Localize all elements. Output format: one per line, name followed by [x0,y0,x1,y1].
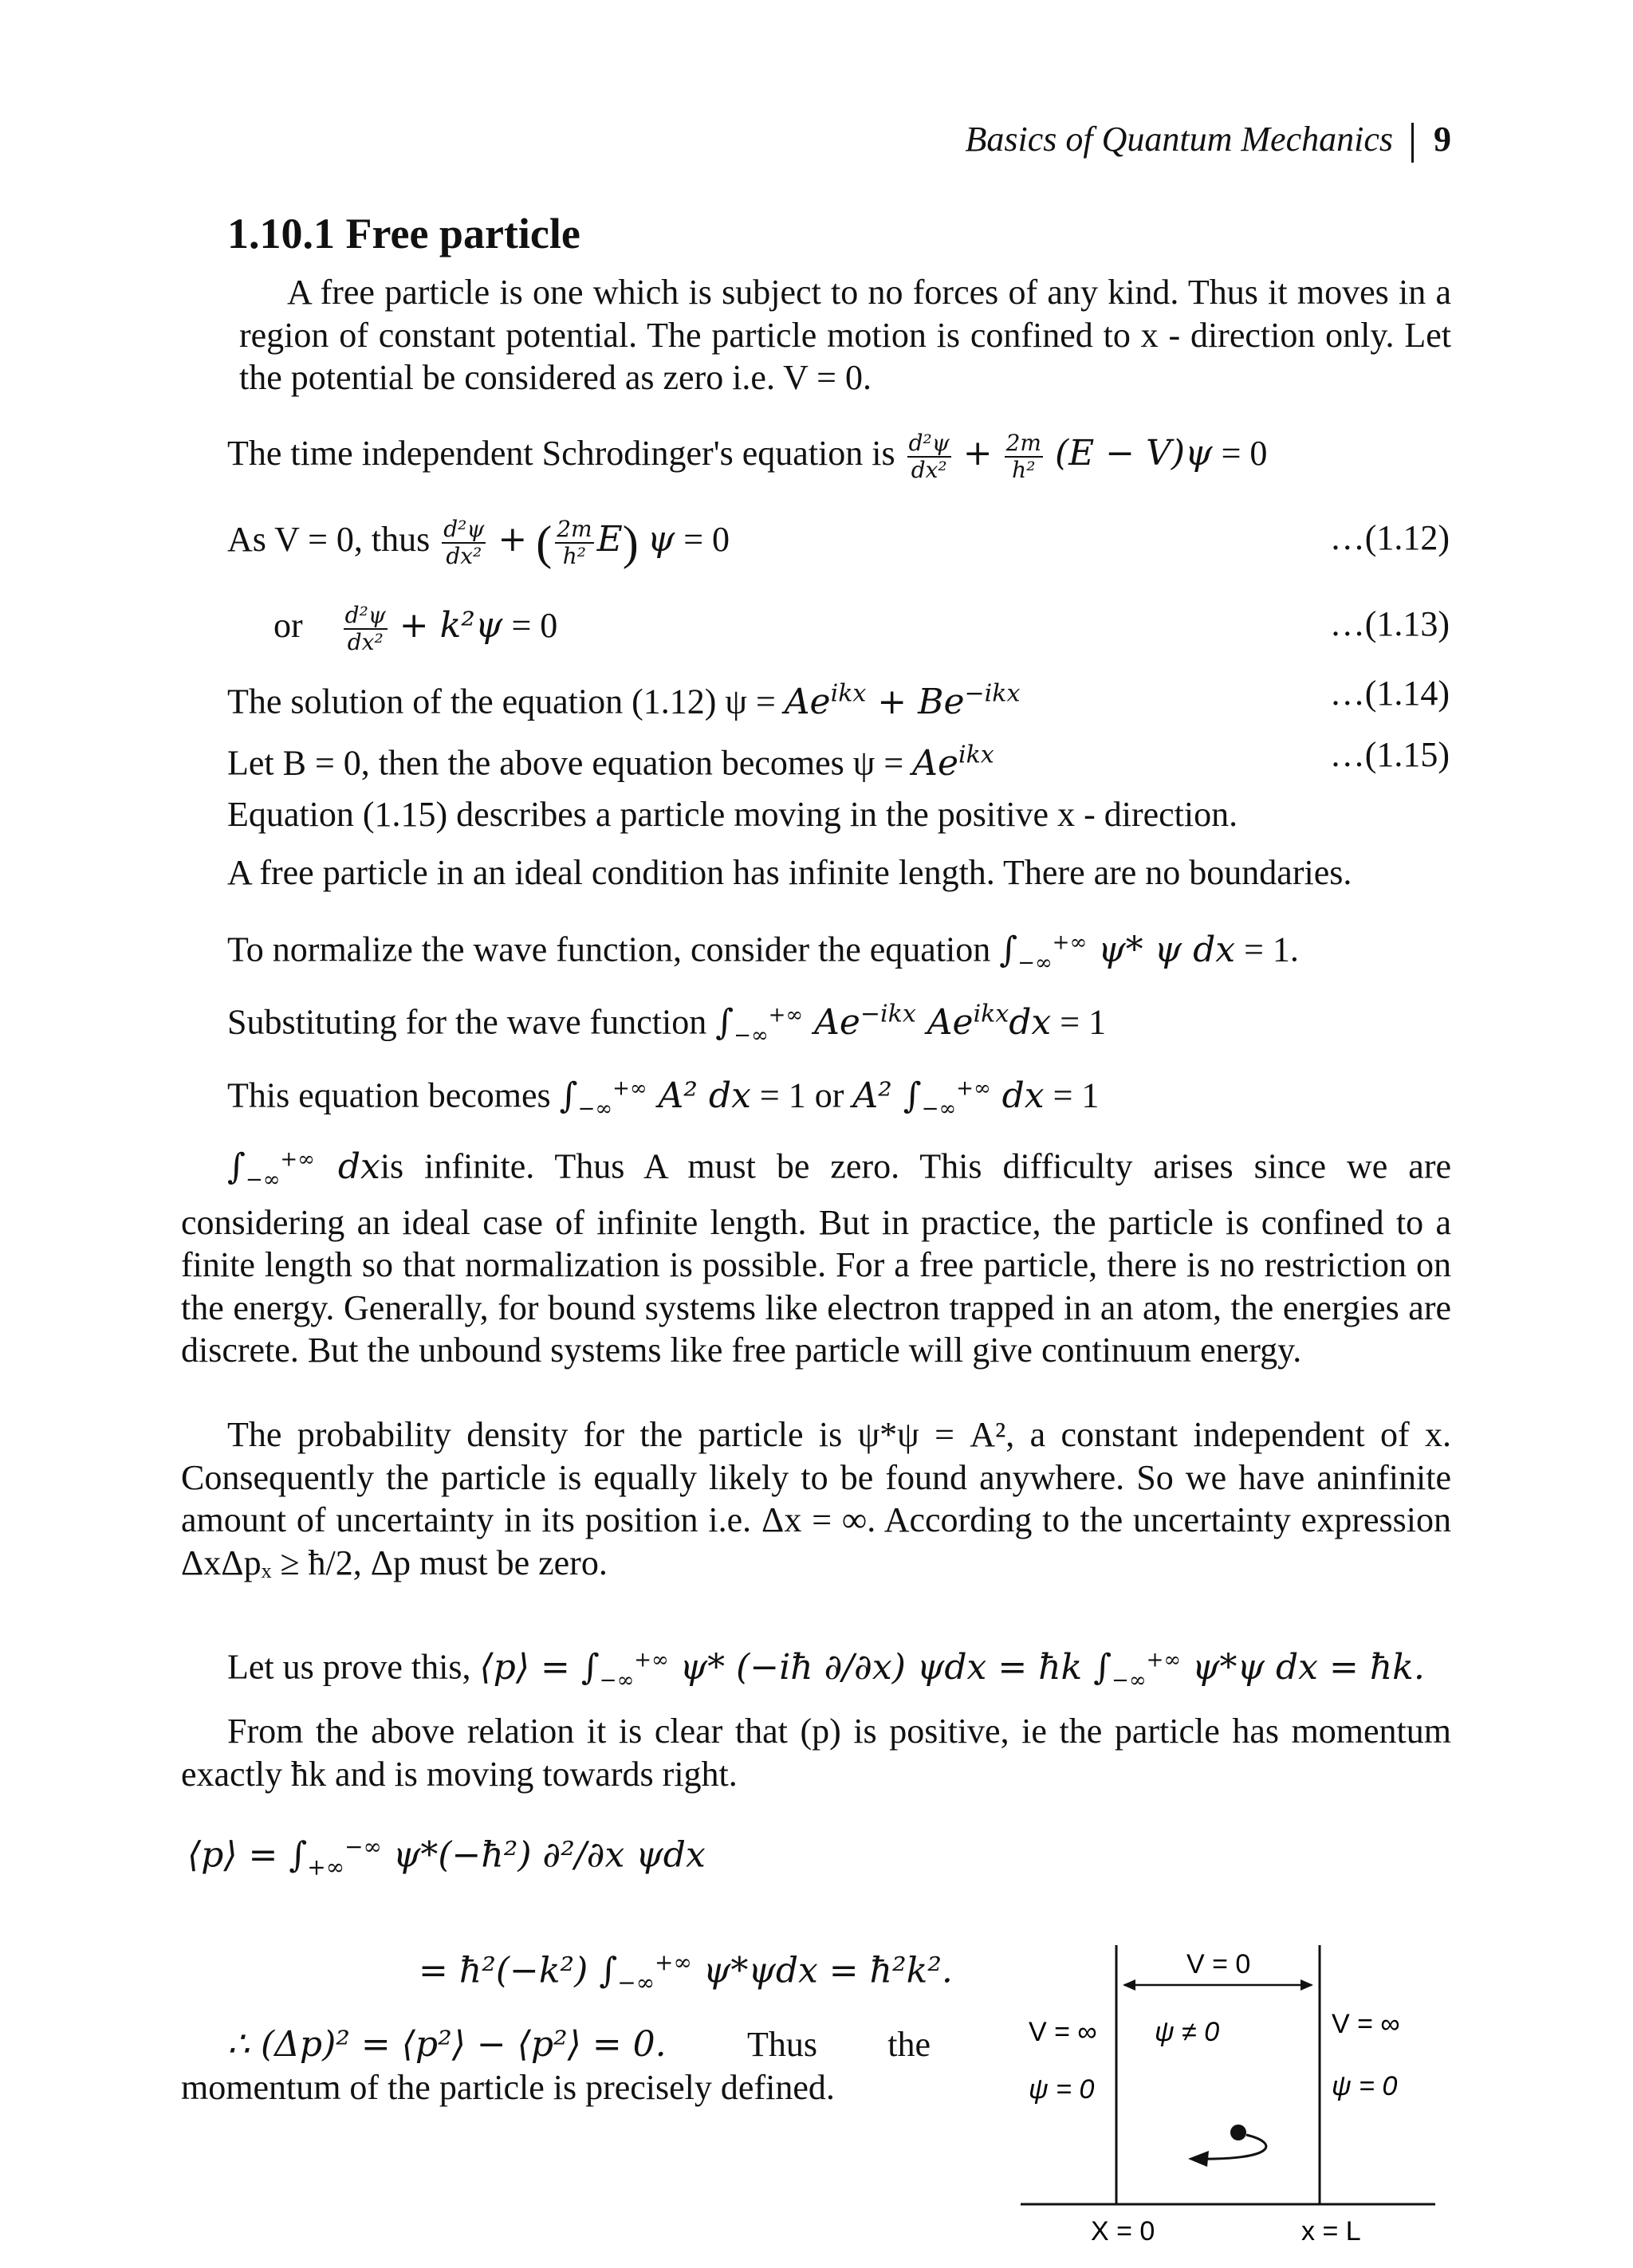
header-divider [1411,123,1414,163]
arrow-head-left [1123,1979,1135,1991]
equation-1-12: As V = 0, thus $\frac{\text{d²ψ}}{\text{dx²}}$ + ( $\frac{2m}{\text{h²}}$ E) ψ = 0 [227,516,730,569]
probability-paragraph: The probability density for the particle is ψ*ψ = A², a constant independent of x. Consequently the particle is equally likely to be found anywhere. So we have aninfinite amount of uncertainty in its position i.e. Δx = ∞. According to the uncertainty expression ΔxΔpₓ ≥ ħ/2, Δp must be zero. [181,1415,1451,1582]
arrow-head-right [1300,1979,1313,1991]
equation-1-15-description: Equation (1.15) describes a particle moving in the positive x - direction. [227,795,1238,834]
equation-1-14: The solution of the equation (1.12) $\psi = Ae^{ikx} + Be^{-ikx}$ [227,679,1021,722]
expectation-p-line: Let us prove this, ⟨p⟩ = $\int_{-\infty}^{+\infty}$ ψ* (−iħ ∂/∂x) ψdx = ħk $\int_{-\infty}^{+\infty}$ ψ*ψ dx = ħk. [227,1646,1425,1692]
substituting-equation-line: Substituting for the wave function $\int_{-\infty}^{+\infty}$ $Ae^{-ikx}$ $Ae^{ikx}dx = 1$ [227,1000,1107,1048]
running-header [966,118,1451,163]
path-arrow-head [1188,2151,1209,2167]
section-title: 1.10.1 Free particle [227,210,580,257]
equation-1-13: or $\frac{\text{d²ψ}}{\text{dx²}}$ + k²ψ = 0 [273,602,558,655]
page-number: 9 [1434,120,1451,159]
particle [1230,2125,1246,2140]
label-v-zero: V = 0 [1186,1949,1251,1979]
equation-becomes-line: This equation becomes $\int_{-\infty}^{+\infty}$ A² dx = 1 or A² $\int_{-\infty}^{+\infty}$ dx = 1 [227,1075,1100,1121]
schrodinger-intro-text: The time independent Schrodinger's equation is [227,434,895,474]
expectation-p2-line-2: = ħ²(−k²) $\int_{-\infty}^{+\infty}$ ψ*ψdx = ħ²k². [419,1949,953,1996]
label-psi-zero-left: ψ = 0 [1029,2074,1095,2105]
potential-well-diagram [1005,1929,1451,2256]
ideal-condition-line: A free particle in an ideal condition has infinite length. There are no boundaries. [227,853,1352,892]
label-psi-zero-right: ψ = 0 [1332,2071,1398,2101]
equation-number-1-12: …(1.12) [1329,518,1450,557]
label-x-l: x = L [1301,2216,1361,2246]
delta-p-equation: ∴ (Δp)² = ⟨p²⟩ − ⟨p²⟩ = 0. [227,2024,667,2065]
schrodinger-equation-line: The time independent Schrodinger's equation is $\frac{\text{d²ψ}}{\text{dx²}}$ + $\frac{2m}{\text{h²}}$ (E − V)ψ = 0 [227,430,1268,483]
intro-paragraph: A free particle is one which is subject to no forces of any kind. Thus it moves in a region of constant potential. The particle motion is confined to x - direction only. Let the potential be considered as zero i.e. V = 0. [239,273,1451,397]
running-title: Basics of Quantum Mechanics [965,120,1393,159]
equation-number-1-15: …(1.15) [1329,735,1450,774]
label-x-zero: X = 0 [1091,2216,1155,2246]
conclusion-paragraph: Thus the momentum of the particle is precisely defined. [181,2025,931,2107]
normalize-equation-line: To normalize the wave function, consider the equation $\int_{-\infty}^{+\infty}$ ψ* ψ dx = 1. [227,929,1299,975]
label-v-inf-right: V = ∞ [1332,2009,1400,2039]
2m-h2-fraction: $\frac{2m}{\text{h²}}$ [1005,430,1041,483]
equation-1-15: Let B = 0, then the above equation becomes $\psi = Ae^{ikx}$ [227,741,994,784]
from-relation-paragraph: From the above relation it is clear that (p) is positive, ie the particle has momentum exactly ħk and is moving towards right. [181,1712,1451,1794]
normalization-paragraph: $\int_{-\infty}^{+\infty}$ dxis infinite. Thus A must be zero. This difficulty arises since we are considering an ideal case of infinite length. But in practice, the particle is confined to a finite length so that normalization is possible. For a free particle, there is no restriction on the energy. Generally, for bound systems like electron trapped in an atom, the energies are discrete. But the unbound systems like free particle will give continuum energy. [181,1146,1452,1370]
expectation-p2-line-1: ⟨p⟩ = $\int_{+\infty}^{-\infty}$ ψ*(−ħ²) ∂²/∂x ψdx [187,1834,706,1881]
label-psi-nonzero: ψ ≠ 0 [1155,2017,1220,2047]
equation-number-1-14: …(1.14) [1329,674,1450,713]
label-v-inf-left: V = ∞ [1029,2017,1097,2047]
equation-number-1-13: …(1.13) [1329,604,1450,643]
d2psi-dx2-fraction: $\frac{\text{d²ψ}}{\text{dx²}}$ [908,430,950,483]
integral-dx: $\int_{-\infty}^{+\infty}$ dx [227,1146,380,1192]
